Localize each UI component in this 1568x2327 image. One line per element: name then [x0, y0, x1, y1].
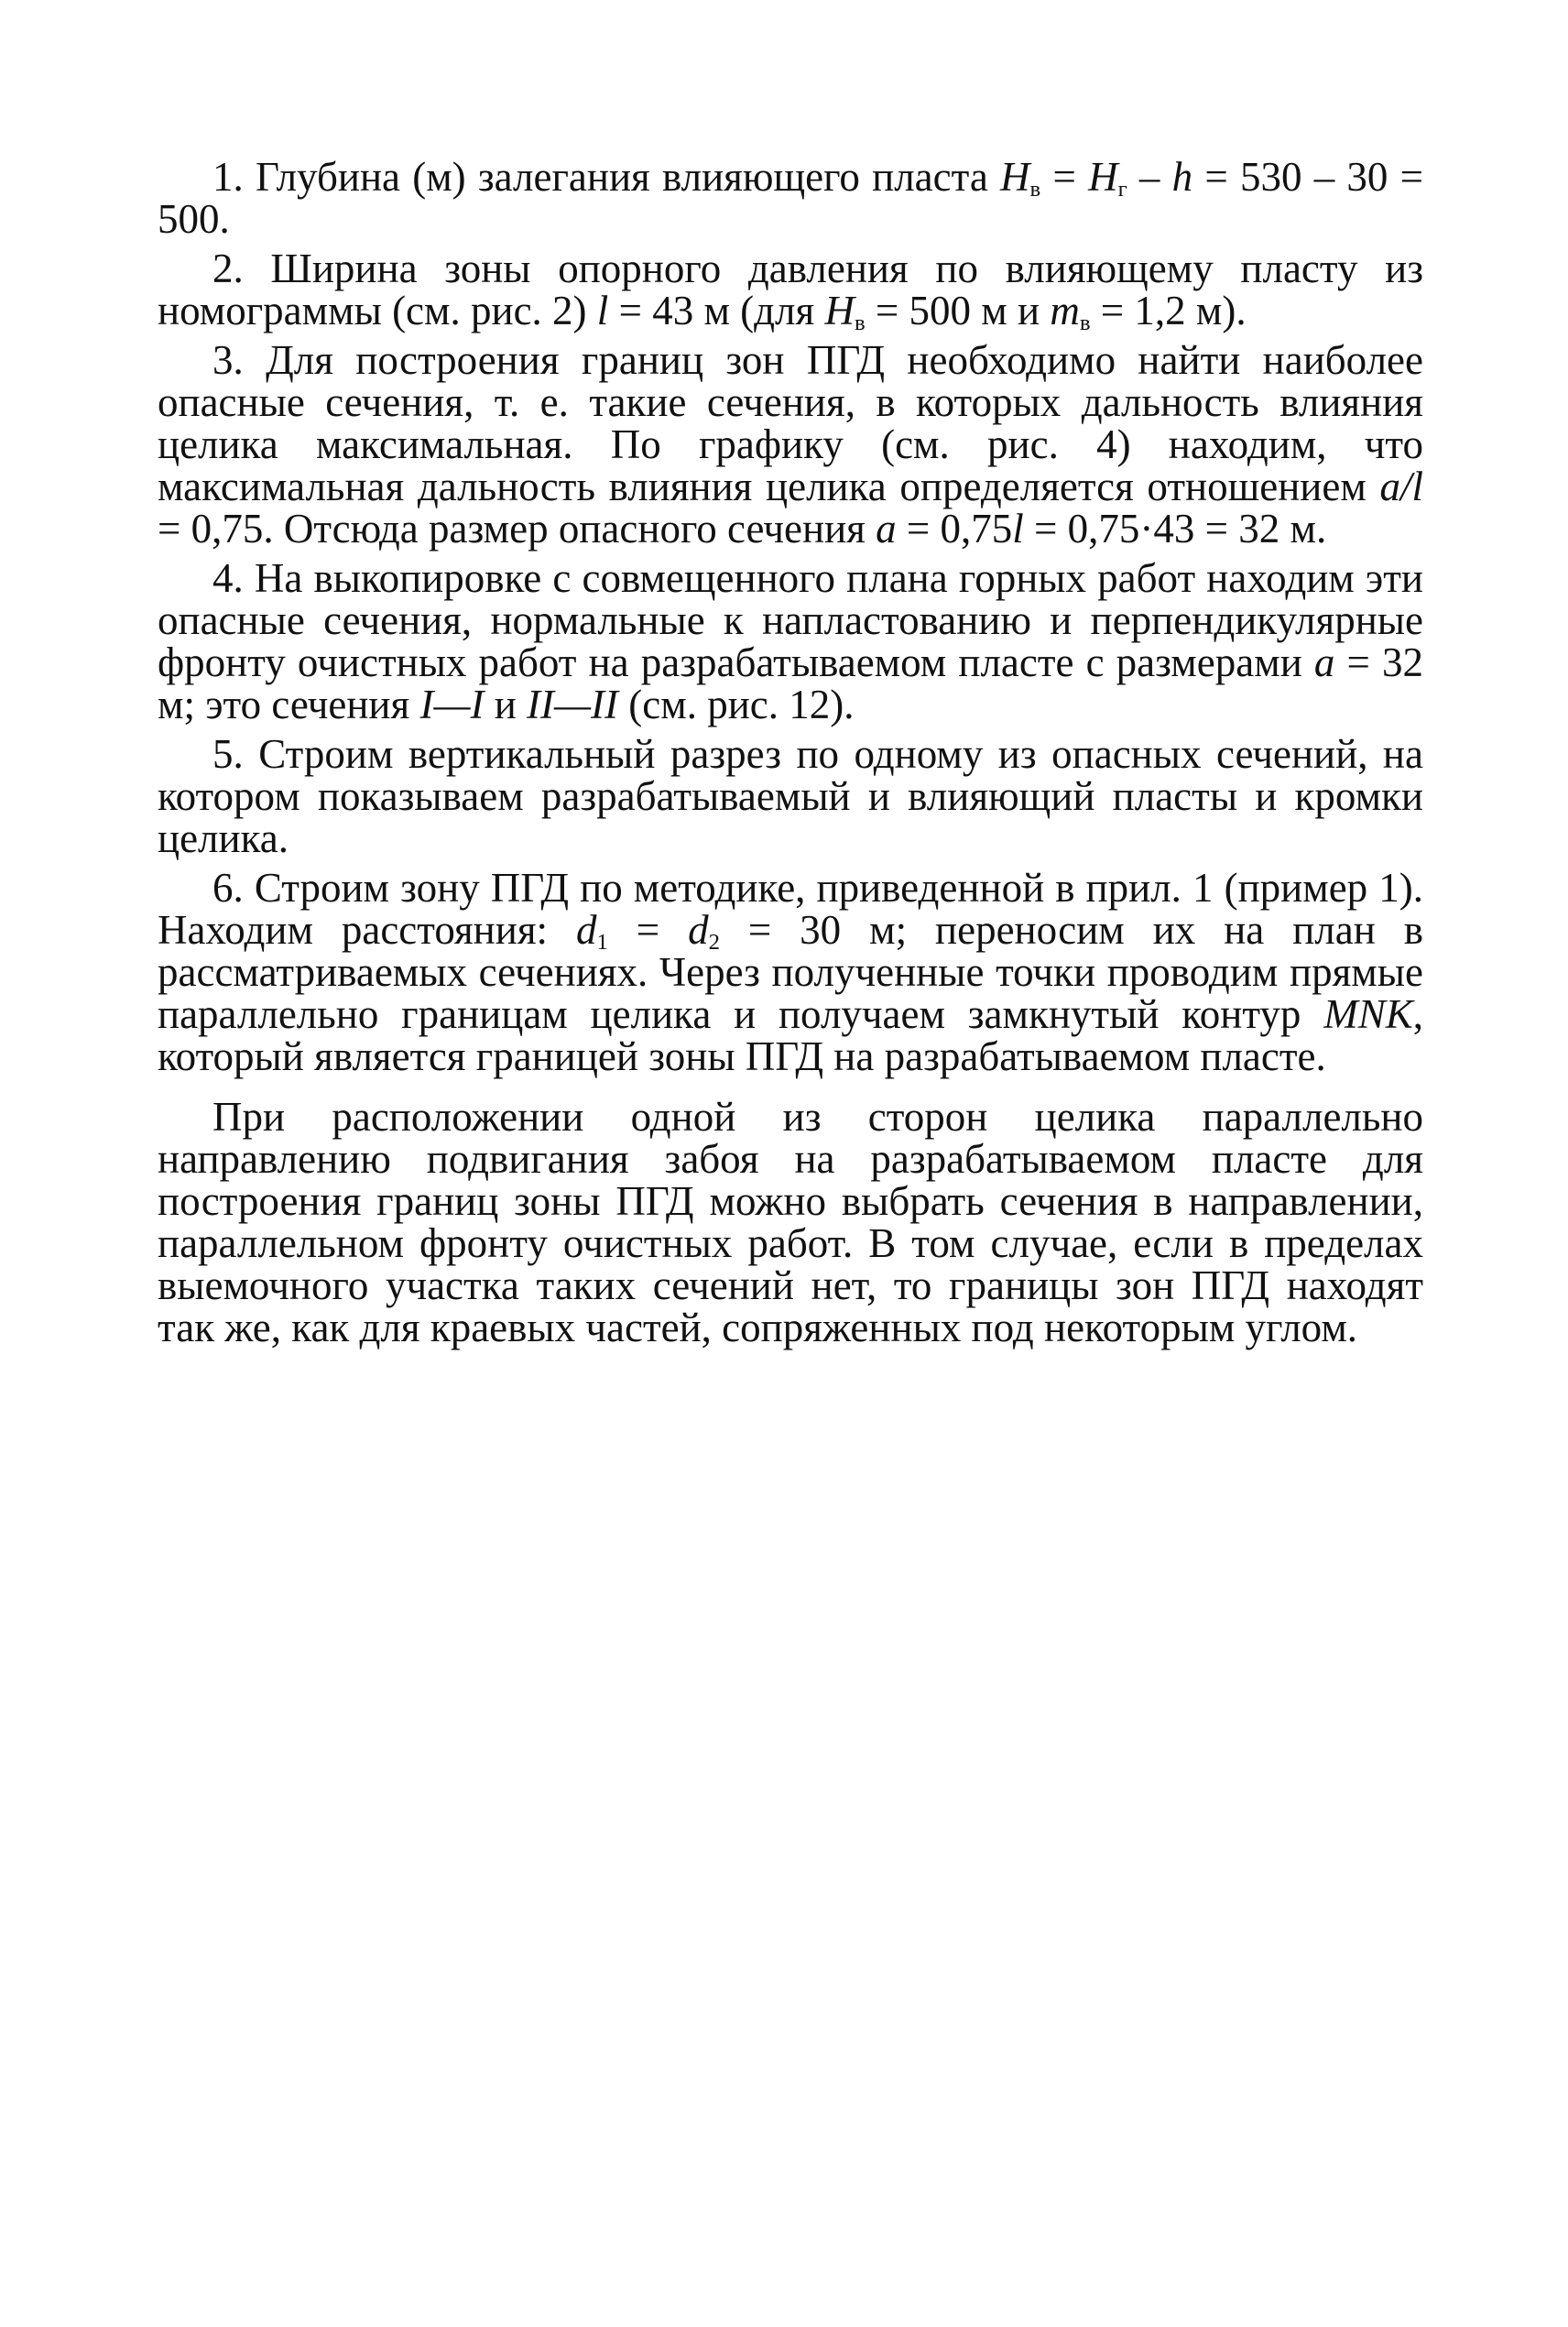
text-segment: = 0,75. Отсюда размер опасного сечения — [158, 506, 877, 552]
text-segment: 6. Строим зону ПГД по методике, приведенной в прил. 1 (пример 1). Находим расстояния: — [158, 865, 1423, 953]
paragraph-6 — [158, 867, 1423, 1077]
text-segment: 4. На выкопировке с совмещенного плана горных работ находим эти опасные сечения, нормальные к напластованию и перпендикулярные фронту очистных работ на разрабатываемом пласте с размерами — [158, 555, 1423, 685]
text-segment: и — [484, 682, 528, 727]
document-page — [158, 156, 1423, 1349]
text-segment: При расположении одной из сторон целика параллельно направлению подвигания забоя на разрабатываемом пласте для построения границ зоны ПГД можно выбрать сечения в направлении, параллельном фронту очистных работ. В том случае, если в пределах выемочного участка таких сечений нет, то границы зон ПГД находят так же, как для краевых частей, сопряженных под некоторым углом. — [158, 1094, 1423, 1350]
text-segment: 1. Глубина (м) залегания влияющего пласта — [212, 154, 1001, 200]
paragraph-3 — [158, 339, 1423, 550]
text-segment: 3. Для построения границ зон ПГД необходимо найти наиболее опасные сечения, т. е. такие сечения, в которых дальность влияния целика максимальная. По графику (см. рис. 4) находим, что максимальная дальность влияния целика определяется отношением — [158, 337, 1423, 509]
paragraph-5 — [158, 733, 1423, 859]
text-segment: = — [607, 907, 689, 953]
text-segment: d — [688, 907, 709, 953]
text-segment: = 1,2 м). — [1090, 288, 1247, 333]
paragraph-2 — [158, 246, 1423, 336]
text-segment: = 0,75 — [896, 506, 1013, 552]
text-segment: г — [1117, 177, 1127, 202]
text-segment: , который является границей зоны ПГД на разрабатываемом пласте. — [158, 991, 1423, 1079]
text-segment: m — [1050, 288, 1080, 333]
text-segment: 5. Строим вертикальный разрез по одному из опасных сечений, на котором показываем разрабатываемый и влияющий пласты и кромки целика. — [158, 731, 1423, 861]
text-segment: = 30 м; переносим их на план в рассматриваемых сечениях. Через полученные точки проводим прямые параллельно границам целика и получаем замкнутый контур — [158, 907, 1423, 1037]
text-segment: – — [1127, 154, 1172, 200]
text-segment: = 500 м и — [865, 288, 1051, 333]
text-segment: l — [596, 288, 609, 333]
text-segment: l — [1012, 506, 1024, 552]
text-segment: 2 — [708, 930, 720, 956]
text-segment: = 0,75·43 = 32 м. — [1023, 506, 1327, 552]
text-segment: H — [1000, 154, 1030, 200]
text-segment: в — [1029, 177, 1041, 202]
text-segment: 2. Ширина зоны опорного давления по влияющему пласту из номограммы (см. рис. 2) — [158, 246, 1423, 333]
text-segment: в — [854, 311, 866, 336]
text-segment: a/l — [1379, 464, 1423, 509]
text-segment: MNK — [1323, 991, 1413, 1037]
text-segment: = 43 м (для — [608, 288, 825, 333]
text-segment: в — [1079, 311, 1091, 336]
text-segment: h — [1171, 154, 1193, 200]
paragraph-7 — [158, 1096, 1423, 1349]
text-segment: H — [1088, 154, 1118, 200]
text-segment: I—I — [419, 682, 485, 727]
text-segment: 1 — [596, 930, 608, 956]
text-segment: d — [575, 907, 597, 953]
text-segment: a — [876, 506, 897, 552]
text-segment: = 530 – 30 = 500. — [158, 154, 1424, 242]
text-segment: (см. рис. 12). — [618, 682, 855, 727]
text-segment: a — [1313, 639, 1335, 685]
text-segment: II—II — [527, 682, 619, 727]
paragraph-1 — [158, 156, 1423, 240]
text-segment: = — [1040, 154, 1089, 200]
text-segment: = 32 м; это сечения — [158, 639, 1423, 727]
paragraph-4 — [158, 557, 1423, 726]
text-segment: H — [824, 288, 855, 333]
